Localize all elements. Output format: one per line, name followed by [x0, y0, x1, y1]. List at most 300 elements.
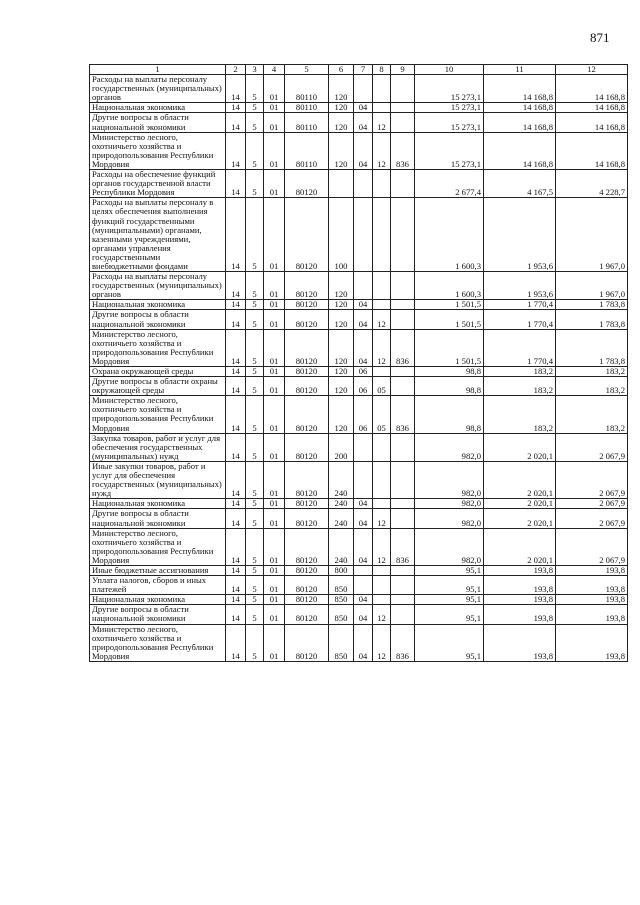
row-code-cell: 01 [264, 605, 285, 624]
row-code-cell: 14 [226, 329, 246, 366]
row-code-cell: 01 [264, 170, 285, 198]
row-code-cell [373, 300, 391, 310]
row-amount-cell: 14 168,8 [484, 75, 556, 103]
table-row [90, 624, 628, 661]
row-name-cell: Другие вопросы в области национальной экономики [90, 509, 226, 528]
row-code-cell: 05 [373, 396, 391, 433]
row-code-cell [391, 377, 415, 396]
row-code-cell [354, 461, 373, 498]
row-amount-cell: 982,0 [415, 509, 484, 528]
row-amount-cell: 183,2 [556, 367, 628, 377]
row-code-cell: 06 [354, 396, 373, 433]
row-code-cell: 5 [246, 461, 264, 498]
table-row [90, 272, 628, 300]
col-header: 2 [226, 65, 246, 75]
row-code-cell: 80120 [285, 509, 329, 528]
row-code-cell: 01 [264, 272, 285, 300]
row-amount-cell: 183,2 [484, 367, 556, 377]
table-row [90, 499, 628, 509]
table-row [90, 300, 628, 310]
row-name-cell: Расходы на выплаты персоналу государственных (муниципальных) органов [90, 75, 226, 103]
row-name-cell: Национальная экономика [90, 103, 226, 113]
table-row [90, 433, 628, 461]
row-code-cell: 14 [226, 103, 246, 113]
row-code-cell [391, 499, 415, 509]
row-code-cell: 80120 [285, 367, 329, 377]
row-code-cell: 14 [226, 605, 246, 624]
row-amount-cell: 1 770,4 [484, 300, 556, 310]
row-code-cell [391, 113, 415, 132]
row-code-cell: 836 [391, 132, 415, 169]
row-code-cell: 01 [264, 499, 285, 509]
row-amount-cell: 95,1 [415, 605, 484, 624]
row-code-cell: 14 [226, 509, 246, 528]
row-code-cell: 14 [226, 396, 246, 433]
row-code-cell: 240 [329, 461, 354, 498]
row-amount-cell: 95,1 [415, 624, 484, 661]
col-header: 3 [246, 65, 264, 75]
row-code-cell: 12 [373, 113, 391, 132]
row-code-cell: 12 [373, 132, 391, 169]
row-amount-cell: 183,2 [484, 377, 556, 396]
row-code-cell: 14 [226, 565, 246, 575]
row-code-cell [391, 75, 415, 103]
row-code-cell: 80120 [285, 605, 329, 624]
row-name-cell: Иные бюджетные ассигнования [90, 565, 226, 575]
row-amount-cell: 193,8 [556, 565, 628, 575]
row-code-cell [373, 461, 391, 498]
col-header: 4 [264, 65, 285, 75]
row-amount-cell: 14 168,8 [484, 103, 556, 113]
row-code-cell [373, 272, 391, 300]
row-amount-cell: 14 168,8 [556, 75, 628, 103]
row-name-cell: Национальная экономика [90, 499, 226, 509]
row-code-cell: 5 [246, 132, 264, 169]
row-code-cell: 5 [246, 329, 264, 366]
row-code-cell: 80120 [285, 377, 329, 396]
col-header: 1 [90, 65, 226, 75]
row-amount-cell: 2 067,9 [556, 509, 628, 528]
row-code-cell [391, 198, 415, 272]
row-code-cell [373, 499, 391, 509]
row-code-cell: 5 [246, 624, 264, 661]
row-code-cell [373, 75, 391, 103]
row-name-cell: Министерство лесного, охотничьего хозяйства и природопользования Республики Мордовия [90, 132, 226, 169]
row-amount-cell: 2 020,1 [484, 461, 556, 498]
row-amount-cell: 95,1 [415, 595, 484, 605]
row-code-cell: 01 [264, 565, 285, 575]
row-code-cell: 01 [264, 377, 285, 396]
row-code-cell: 5 [246, 565, 264, 575]
row-code-cell: 120 [329, 329, 354, 366]
row-code-cell: 06 [354, 367, 373, 377]
row-code-cell [373, 103, 391, 113]
row-amount-cell: 2 067,9 [556, 499, 628, 509]
row-code-cell: 01 [264, 624, 285, 661]
row-code-cell: 14 [226, 433, 246, 461]
row-code-cell: 80120 [285, 170, 329, 198]
row-code-cell: 04 [354, 499, 373, 509]
row-code-cell: 80120 [285, 461, 329, 498]
row-amount-cell: 15 273,1 [415, 132, 484, 169]
row-code-cell [391, 300, 415, 310]
row-code-cell: 14 [226, 132, 246, 169]
table-row [90, 198, 628, 272]
row-amount-cell: 1 953,6 [484, 272, 556, 300]
row-code-cell: 12 [373, 310, 391, 329]
row-amount-cell: 982,0 [415, 433, 484, 461]
row-code-cell: 5 [246, 595, 264, 605]
row-code-cell: 836 [391, 528, 415, 565]
table-row [90, 367, 628, 377]
row-code-cell: 80120 [285, 499, 329, 509]
row-amount-cell: 183,2 [484, 396, 556, 433]
row-code-cell [391, 103, 415, 113]
row-code-cell: 120 [329, 300, 354, 310]
table-row [90, 565, 628, 575]
row-code-cell: 01 [264, 300, 285, 310]
row-amount-cell: 95,1 [415, 576, 484, 595]
row-code-cell: 80110 [285, 103, 329, 113]
row-code-cell: 05 [373, 377, 391, 396]
row-code-cell [354, 576, 373, 595]
row-code-cell [391, 272, 415, 300]
row-code-cell: 14 [226, 272, 246, 300]
row-code-cell: 80120 [285, 329, 329, 366]
row-name-cell: Охрана окружающей среды [90, 367, 226, 377]
row-amount-cell: 193,8 [556, 605, 628, 624]
row-code-cell: 5 [246, 433, 264, 461]
row-code-cell: 5 [246, 605, 264, 624]
row-code-cell: 14 [226, 576, 246, 595]
row-amount-cell: 1 953,6 [484, 198, 556, 272]
row-code-cell: 04 [354, 624, 373, 661]
row-code-cell: 836 [391, 624, 415, 661]
row-amount-cell: 98,8 [415, 377, 484, 396]
row-code-cell: 14 [226, 170, 246, 198]
table-row [90, 170, 628, 198]
row-code-cell: 80110 [285, 132, 329, 169]
row-code-cell [373, 576, 391, 595]
row-amount-cell: 14 168,8 [556, 103, 628, 113]
row-code-cell: 04 [354, 528, 373, 565]
row-code-cell: 80120 [285, 396, 329, 433]
row-code-cell: 80120 [285, 198, 329, 272]
row-code-cell: 120 [329, 310, 354, 329]
row-code-cell [391, 565, 415, 575]
row-amount-cell: 14 168,8 [484, 113, 556, 132]
row-code-cell: 80120 [285, 595, 329, 605]
row-amount-cell: 1 783,8 [556, 329, 628, 366]
row-code-cell: 80110 [285, 75, 329, 103]
table-row [90, 605, 628, 624]
row-amount-cell: 14 168,8 [556, 113, 628, 132]
row-code-cell: 836 [391, 329, 415, 366]
row-code-cell [391, 367, 415, 377]
row-amount-cell: 193,8 [484, 605, 556, 624]
row-code-cell: 836 [391, 396, 415, 433]
row-code-cell: 14 [226, 377, 246, 396]
row-code-cell: 01 [264, 595, 285, 605]
row-code-cell: 80120 [285, 528, 329, 565]
row-code-cell [373, 367, 391, 377]
row-code-cell: 120 [329, 132, 354, 169]
row-amount-cell: 15 273,1 [415, 113, 484, 132]
row-code-cell: 5 [246, 396, 264, 433]
row-amount-cell: 95,1 [415, 565, 484, 575]
row-code-cell: 14 [226, 499, 246, 509]
row-amount-cell: 15 273,1 [415, 103, 484, 113]
table-row [90, 329, 628, 366]
row-code-cell: 5 [246, 367, 264, 377]
row-code-cell: 5 [246, 198, 264, 272]
row-code-cell [373, 595, 391, 605]
row-code-cell: 01 [264, 113, 285, 132]
table-row [90, 310, 628, 329]
row-code-cell: 5 [246, 377, 264, 396]
row-code-cell: 80120 [285, 565, 329, 575]
row-name-cell: Другие вопросы в области национальной экономики [90, 310, 226, 329]
row-amount-cell: 2 677,4 [415, 170, 484, 198]
row-code-cell: 01 [264, 103, 285, 113]
row-code-cell: 80120 [285, 310, 329, 329]
table-body [90, 75, 628, 662]
col-header: 12 [556, 65, 628, 75]
row-code-cell: 12 [373, 624, 391, 661]
row-code-cell: 12 [373, 329, 391, 366]
row-code-cell: 01 [264, 329, 285, 366]
row-amount-cell: 1 783,8 [556, 300, 628, 310]
row-name-cell: Другие вопросы в области национальной экономики [90, 605, 226, 624]
row-amount-cell: 1 600,3 [415, 198, 484, 272]
page-number: 871 [590, 30, 610, 45]
row-code-cell: 240 [329, 499, 354, 509]
row-code-cell: 200 [329, 433, 354, 461]
row-code-cell: 5 [246, 300, 264, 310]
row-code-cell [354, 272, 373, 300]
row-code-cell: 04 [354, 103, 373, 113]
row-code-cell [391, 595, 415, 605]
row-code-cell: 5 [246, 75, 264, 103]
row-code-cell: 01 [264, 132, 285, 169]
row-code-cell: 240 [329, 509, 354, 528]
row-code-cell [391, 461, 415, 498]
row-code-cell [373, 198, 391, 272]
row-code-cell [391, 576, 415, 595]
row-amount-cell: 4 167,5 [484, 170, 556, 198]
row-name-cell: Расходы на выплаты персоналу государственных (муниципальных) органов [90, 272, 226, 300]
col-header: 10 [415, 65, 484, 75]
table-row [90, 75, 628, 103]
row-code-cell: 5 [246, 103, 264, 113]
row-name-cell: Министерство лесного, охотничьего хозяйства и природопользования Республики Мордовия [90, 396, 226, 433]
row-code-cell: 120 [329, 367, 354, 377]
row-code-cell: 14 [226, 113, 246, 132]
row-name-cell: Национальная экономика [90, 595, 226, 605]
col-header: 7 [354, 65, 373, 75]
row-code-cell: 12 [373, 509, 391, 528]
col-header: 6 [329, 65, 354, 75]
row-amount-cell: 2 067,9 [556, 433, 628, 461]
table-row [90, 576, 628, 595]
row-name-cell: Расходы на обеспечение функций органов государственной власти Республики Мордовия [90, 170, 226, 198]
row-amount-cell: 2 067,9 [556, 461, 628, 498]
row-amount-cell: 2 067,9 [556, 528, 628, 565]
row-amount-cell: 193,8 [484, 565, 556, 575]
row-code-cell: 80120 [285, 272, 329, 300]
row-code-cell: 850 [329, 595, 354, 605]
row-code-cell: 14 [226, 461, 246, 498]
row-amount-cell: 2 020,1 [484, 433, 556, 461]
row-amount-cell: 98,8 [415, 367, 484, 377]
row-code-cell: 120 [329, 396, 354, 433]
row-amount-cell: 193,8 [556, 624, 628, 661]
row-code-cell: 850 [329, 605, 354, 624]
table-row [90, 461, 628, 498]
table-row [90, 509, 628, 528]
row-amount-cell: 183,2 [556, 377, 628, 396]
row-amount-cell: 1 501,5 [415, 329, 484, 366]
row-code-cell: 14 [226, 367, 246, 377]
row-name-cell: Закупка товаров, работ и услуг для обеспечения государственных (муниципальных) нужд [90, 433, 226, 461]
row-code-cell [354, 198, 373, 272]
row-amount-cell: 1 501,5 [415, 310, 484, 329]
row-amount-cell: 2 020,1 [484, 499, 556, 509]
row-code-cell: 01 [264, 528, 285, 565]
row-code-cell: 80120 [285, 433, 329, 461]
row-code-cell: 04 [354, 605, 373, 624]
table-row [90, 132, 628, 169]
row-amount-cell: 193,8 [484, 624, 556, 661]
row-code-cell: 5 [246, 576, 264, 595]
row-amount-cell: 1 501,5 [415, 300, 484, 310]
row-code-cell: 850 [329, 576, 354, 595]
row-amount-cell: 982,0 [415, 499, 484, 509]
row-code-cell [329, 170, 354, 198]
row-code-cell [354, 75, 373, 103]
row-amount-cell: 193,8 [484, 595, 556, 605]
row-code-cell: 01 [264, 75, 285, 103]
row-code-cell: 14 [226, 75, 246, 103]
row-code-cell: 06 [354, 377, 373, 396]
col-header: 11 [484, 65, 556, 75]
row-amount-cell: 1 600,3 [415, 272, 484, 300]
row-code-cell: 01 [264, 461, 285, 498]
row-code-cell: 04 [354, 113, 373, 132]
row-amount-cell: 193,8 [556, 576, 628, 595]
col-header: 5 [285, 65, 329, 75]
row-amount-cell: 1 967,0 [556, 198, 628, 272]
row-code-cell: 5 [246, 272, 264, 300]
row-name-cell: Другие вопросы в области охраны окружающей среды [90, 377, 226, 396]
row-code-cell: 14 [226, 300, 246, 310]
row-code-cell: 04 [354, 509, 373, 528]
row-code-cell: 120 [329, 113, 354, 132]
row-code-cell: 5 [246, 509, 264, 528]
header-row [90, 65, 628, 75]
row-name-cell: Уплата налогов, сборов и иных платежей [90, 576, 226, 595]
row-code-cell: 240 [329, 528, 354, 565]
row-code-cell: 14 [226, 624, 246, 661]
row-code-cell: 04 [354, 595, 373, 605]
row-amount-cell: 193,8 [556, 595, 628, 605]
row-code-cell: 04 [354, 132, 373, 169]
row-name-cell: Министерство лесного, охотничьего хозяйства и природопользования Республики Мордовия [90, 329, 226, 366]
row-code-cell: 01 [264, 310, 285, 329]
row-code-cell: 850 [329, 624, 354, 661]
row-code-cell: 5 [246, 113, 264, 132]
row-code-cell [391, 170, 415, 198]
row-name-cell: Иные закупки товаров, работ и услуг для обеспечения государственных (муниципальных) нужд [90, 461, 226, 498]
row-code-cell: 120 [329, 103, 354, 113]
row-amount-cell: 2 020,1 [484, 509, 556, 528]
row-code-cell: 01 [264, 509, 285, 528]
row-code-cell: 04 [354, 329, 373, 366]
row-code-cell: 01 [264, 367, 285, 377]
row-code-cell: 80120 [285, 300, 329, 310]
row-code-cell: 100 [329, 198, 354, 272]
row-amount-cell: 14 168,8 [556, 132, 628, 169]
row-code-cell: 5 [246, 528, 264, 565]
row-amount-cell: 4 228,7 [556, 170, 628, 198]
row-code-cell: 5 [246, 499, 264, 509]
row-amount-cell: 1 967,0 [556, 272, 628, 300]
row-code-cell: 14 [226, 528, 246, 565]
row-code-cell [391, 605, 415, 624]
row-code-cell: 80120 [285, 624, 329, 661]
row-code-cell [373, 433, 391, 461]
row-code-cell [391, 509, 415, 528]
row-code-cell [391, 310, 415, 329]
row-code-cell [373, 565, 391, 575]
row-amount-cell: 183,2 [556, 396, 628, 433]
col-header: 8 [373, 65, 391, 75]
row-code-cell [373, 170, 391, 198]
row-code-cell: 80120 [285, 576, 329, 595]
row-amount-cell: 14 168,8 [484, 132, 556, 169]
row-amount-cell: 1 770,4 [484, 310, 556, 329]
table-row [90, 528, 628, 565]
row-code-cell: 04 [354, 310, 373, 329]
row-name-cell: Министерство лесного, охотничьего хозяйства и природопользования Республики Мордовия [90, 624, 226, 661]
table-row [90, 377, 628, 396]
row-code-cell: 04 [354, 300, 373, 310]
row-amount-cell: 98,8 [415, 396, 484, 433]
row-code-cell: 12 [373, 528, 391, 565]
table-row [90, 595, 628, 605]
row-code-cell: 80110 [285, 113, 329, 132]
row-code-cell: 01 [264, 433, 285, 461]
row-code-cell: 120 [329, 75, 354, 103]
row-name-cell: Национальная экономика [90, 300, 226, 310]
row-code-cell: 120 [329, 377, 354, 396]
row-code-cell [354, 170, 373, 198]
row-name-cell: Другие вопросы в области национальной экономики [90, 113, 226, 132]
row-code-cell: 01 [264, 396, 285, 433]
table-row [90, 396, 628, 433]
row-code-cell: 14 [226, 595, 246, 605]
row-amount-cell: 2 020,1 [484, 528, 556, 565]
row-amount-cell: 15 273,1 [415, 75, 484, 103]
row-name-cell: Министерство лесного, охотничьего хозяйства и природопользования Республики Мордовия [90, 528, 226, 565]
row-code-cell [354, 433, 373, 461]
row-code-cell: 01 [264, 576, 285, 595]
row-amount-cell: 1 783,8 [556, 310, 628, 329]
row-amount-cell: 193,8 [484, 576, 556, 595]
row-amount-cell: 982,0 [415, 461, 484, 498]
row-amount-cell: 982,0 [415, 528, 484, 565]
row-code-cell: 01 [264, 198, 285, 272]
